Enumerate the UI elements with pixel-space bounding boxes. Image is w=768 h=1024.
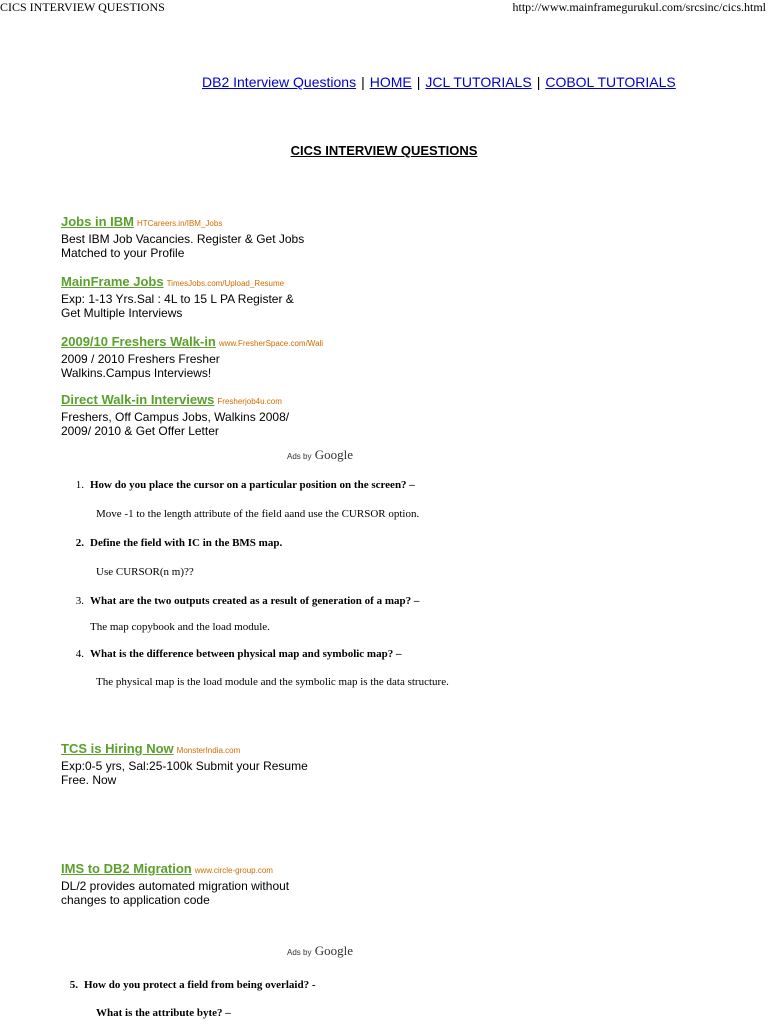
ads-by-google[interactable] xyxy=(287,447,353,463)
ad-body-line: Matched to your Profile xyxy=(61,246,185,260)
google-logo: Google xyxy=(314,447,353,462)
question-item xyxy=(68,979,316,991)
ad-title[interactable]: IMS to DB2 Migration xyxy=(61,861,192,876)
ad-body-line: 2009 / 2010 Freshers Fresher xyxy=(61,352,220,366)
question-item xyxy=(68,648,401,660)
question-item xyxy=(68,537,282,549)
ad-url[interactable]: www.circle-group.com xyxy=(194,866,273,875)
answer-text: Move -1 to the length attribute of the field aand use the CURSOR option. xyxy=(96,508,420,520)
ad-url[interactable]: MonsterIndia.com xyxy=(176,746,241,755)
ad-body xyxy=(61,879,361,907)
ad-title[interactable]: MainFrame Jobs xyxy=(61,274,164,289)
page-title: CICS INTERVIEW QUESTIONS xyxy=(290,143,478,158)
nav-link-db2-interview-questions[interactable]: DB2 Interview Questions xyxy=(202,74,357,90)
nav-separator: | xyxy=(536,74,541,90)
answer-text: The physical map is the load module and the symbolic map is the data structure. xyxy=(96,676,449,688)
ad-block[interactable] xyxy=(61,740,361,787)
question-text: What is the difference between physical map and symbolic map? – xyxy=(90,648,402,660)
ad-title[interactable]: Jobs in IBM xyxy=(61,214,134,229)
question-item xyxy=(96,1007,231,1019)
ad-body-line: DL/2 provides automated migration without xyxy=(61,879,290,893)
answer-text: Use CURSOR(n m)?? xyxy=(96,566,194,578)
ad-body xyxy=(61,410,361,438)
question-text: Define the field with IC in the BMS map. xyxy=(90,537,283,549)
nav-separator: | xyxy=(361,74,365,90)
ad-body-line: 2009/ 2010 & Get Offer Letter xyxy=(61,424,219,438)
nav-separator: | xyxy=(416,74,421,90)
answer-text: The map copybook and the load module. xyxy=(90,621,270,633)
ad-body xyxy=(61,759,361,787)
ad-url[interactable]: Fresherjob4u.com xyxy=(217,397,282,406)
nav-link-home[interactable]: HOME xyxy=(369,74,412,90)
ad-body xyxy=(61,232,361,260)
question-number: 4. xyxy=(75,648,84,660)
ad-title[interactable]: Direct Walk-in Interviews xyxy=(61,392,215,407)
ad-body xyxy=(61,352,361,380)
nav-link-cobol-tutorials[interactable]: COBOL TUTORIALS xyxy=(545,74,676,90)
ad-url[interactable]: www.FresherSpace.com/Wali xyxy=(218,339,324,348)
ad-body-line: Walkins.Campus Interviews! xyxy=(61,366,212,380)
ads-by-google[interactable] xyxy=(287,943,353,959)
question-text: What is the attribute byte? – xyxy=(96,1007,231,1019)
ad-body-line: Best IBM Job Vacancies. Register & Get Jobs xyxy=(61,232,305,246)
question-number: 2. xyxy=(75,537,84,549)
ad-block[interactable] xyxy=(61,860,361,907)
ads-by-label: Ads by xyxy=(287,948,312,957)
question-item xyxy=(68,479,415,491)
ads-by-label: Ads by xyxy=(287,452,312,461)
ad-body-line: changes to application code xyxy=(61,893,210,907)
question-text: How do you protect a field from being overlaid? - xyxy=(84,979,316,991)
ad-body xyxy=(61,292,361,320)
question-number: 3. xyxy=(75,595,84,607)
ad-block[interactable] xyxy=(61,391,361,438)
ad-body-line: Free. Now xyxy=(61,773,117,787)
document-title: CICS INTERVIEW QUESTIONS xyxy=(0,0,165,14)
ad-url[interactable]: HTCareers.in/IBM_Jobs xyxy=(136,219,223,228)
ad-block[interactable] xyxy=(61,273,361,320)
ad-title[interactable]: 2009/10 Freshers Walk-in xyxy=(61,334,216,349)
document-url: http://www.mainframegurukul.com/srcsinc/cics.html xyxy=(512,0,766,14)
ad-body-line: Get Multiple Interviews xyxy=(61,306,183,320)
ad-body-line: Freshers, Off Campus Jobs, Walkins 2008/ xyxy=(61,410,290,424)
ad-url[interactable]: TimesJobs.com/Upload_Resume xyxy=(166,279,285,288)
ad-block[interactable] xyxy=(61,333,361,380)
ad-block[interactable] xyxy=(61,213,361,260)
question-number: 5. xyxy=(69,979,78,991)
question-number: 1. xyxy=(75,479,84,491)
question-text: What are the two outputs created as a result of generation of a map? – xyxy=(90,595,420,607)
ad-body-line: Exp: 1-13 Yrs.Sal : 4L to 15 L PA Register & xyxy=(61,292,294,306)
question-text: How do you place the cursor on a particular position on the screen? – xyxy=(90,479,415,491)
nav-link-jcl-tutorials[interactable]: JCL TUTORIALS xyxy=(425,74,532,90)
question-item xyxy=(68,595,419,607)
top-nav xyxy=(202,74,676,90)
ad-title[interactable]: TCS is Hiring Now xyxy=(61,741,174,756)
ad-body-line: Exp:0-5 yrs, Sal:25-100k Submit your Resume xyxy=(61,759,308,773)
google-logo: Google xyxy=(314,943,353,958)
